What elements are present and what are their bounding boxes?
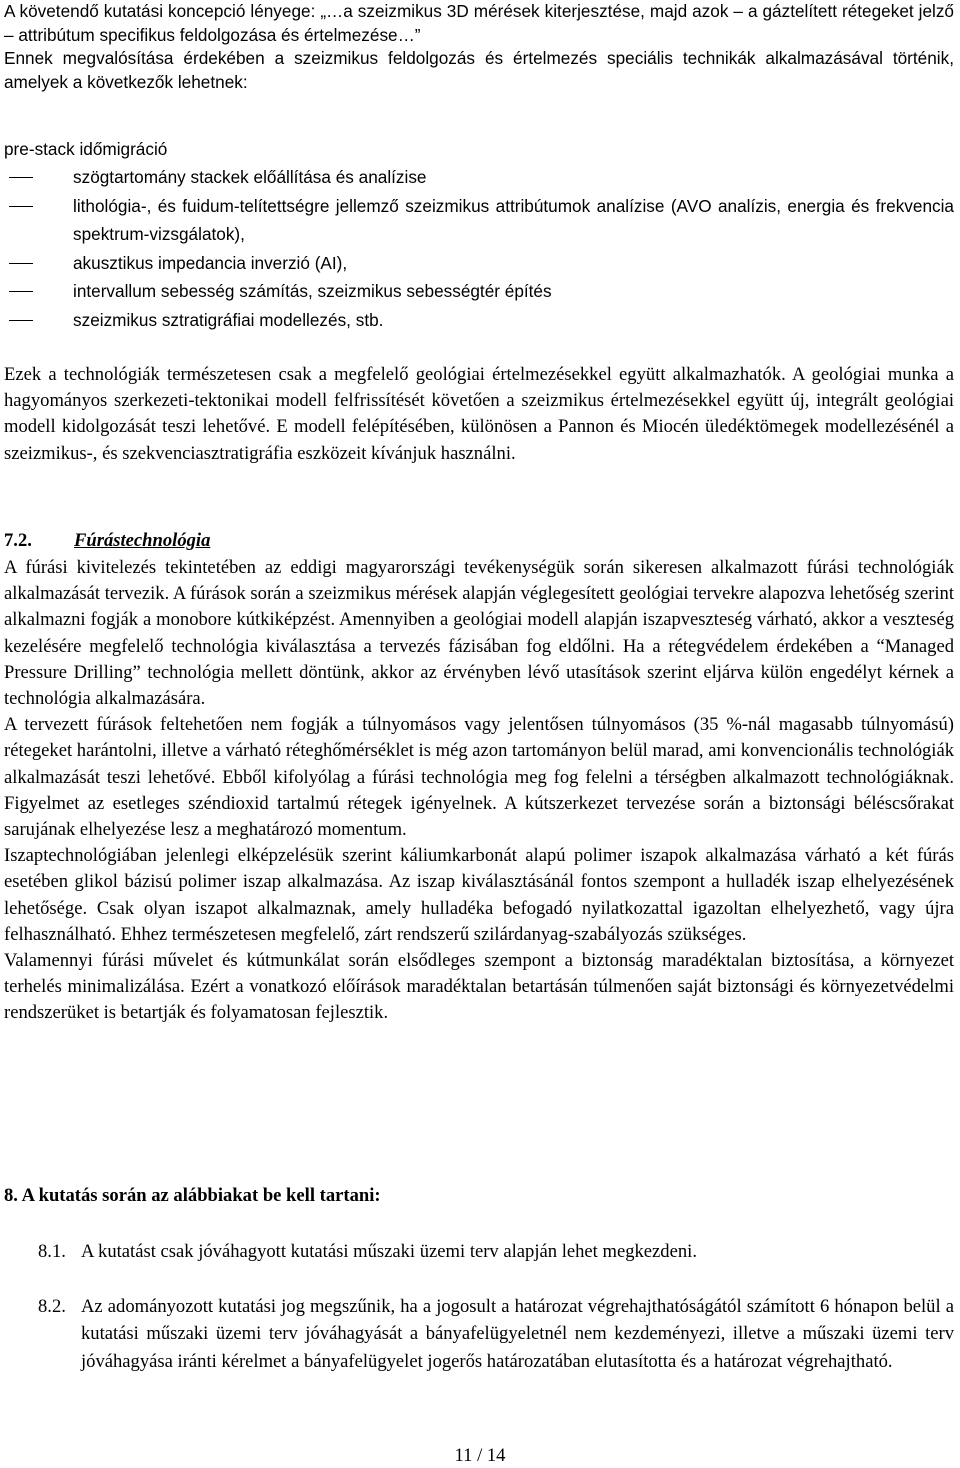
prestack-heading: pre-stack időmigráció	[4, 139, 168, 159]
item-number: 8.1.	[38, 1241, 66, 1262]
list-item-text: lithológia-, és fuidum-telítettségre jellemző szeizmikus attribútumok analízise (AVO analízis, energia és frekvencia spektrum-vizsgálatok),	[73, 195, 954, 244]
paragraph: A tervezett fúrások feltehetően nem fogják a túlnyomásos vagy jelentősen túlnyomásos (35 %-nál magasabb túlnyomású) rétegeket harántolni, illetve a várható réteghőmérséklet is még azon tartományon belül marad, ami konvencionális technológiák alkalmazását teszi lehetővé. Ebből kifolyólag a fúrási technológia meg fog felelni a térségben alkalmazott technológiáknak. Figyelmet az esetleges széndioxid tartalmú rétegek igényelnek. A kútszerkezet tervezése során a biztonsági béléscsőrakat sarujának elhelyezése lesz a meghatározó momentum.	[4, 714, 955, 841]
section-8-heading: 8. A kutatás során az alábbiakat be kell tartani:	[4, 1185, 381, 1206]
paragraph: Iszaptechnológiában jelenlegi elképzelésük szerint káliumkarbonát alapú polimer iszapok alkalmazása várható a két fúrás esetében glikol bázisú polimer iszap alkalmazása. Az iszap kiválasztásánál fontos szempont a hulladék iszap elhelyezésének lehetősége. Csak olyan iszapot alkalmaznak, amely hulladéka befogadó nyilatkozattal igazoltan elhelyezhető, vagy újra felhasználható. Ehhez természetesen megfelelő, zárt rendszerű szilárdanyag-szabályozás szükséges.	[4, 845, 954, 945]
dash-bullet-icon	[9, 291, 33, 292]
dash-bullet-icon	[9, 206, 33, 207]
section-7-2-heading	[4, 528, 210, 554]
list-item-text: szögtartomány stackek előállítása és analízise	[73, 167, 427, 187]
section-title: Fúrástechnológia	[74, 530, 211, 551]
list-item	[4, 192, 954, 249]
list-item-text: akusztikus impedancia inverzió (AI),	[73, 252, 348, 273]
list-item	[4, 249, 954, 278]
technology-paragraph-block	[4, 362, 954, 467]
section-number: 7.2.	[4, 530, 32, 551]
item-text: A kutatást csak jóváhagyott kutatási műszaki üzemi terv alapján lehet megkezdeni.	[81, 1241, 697, 1262]
list-item-text: intervallum sebesség számítás, szeizmikus sebességtér építés	[73, 281, 552, 301]
dash-bullet-icon	[9, 263, 33, 264]
paragraph: Valamennyi fúrási művelet és kútmunkálat során elsődleges szempont a biztonság maradéktalan biztosítása, a környezet terhelés minimalizálása. Ezért a vonatkozó előírások maradéktalan betartásán túlmenően saját biztonsági és környezetvédelmi rendszerüket is betartják és folyamatosan fejlesztik.	[4, 950, 954, 1024]
paragraph: A fúrási kivitelezés tekintetében az eddigi magyarországi tevékenységük során sikeresen alkalmazott fúrási technológiák alkalmazását tervezik. A fúrások során a szeizmikus mérések alapján véglegesített geológiai tervekre alapozva lehetőség szerint alkalmazni fogják a monobore kútkiképzést. Amennyiben a geológiai modell alapján iszapveszteség várható, akkor a veszteség kezelésére megfelelő technológia kiválasztása a tervezés fázisában fog eldőlni. Ha a rétegvédelem érdekében a “Managed Pressure Drilling” technológia mellett döntünk, akkor az érvényben lévő utasítások szerint eljárva külön engedélyt kérnek a technológia alkalmazására.	[4, 557, 954, 710]
list-item	[4, 277, 954, 306]
drilling-technology-block	[4, 555, 954, 1027]
numbered-item	[38, 1238, 954, 1265]
item-text: Az adományozott kutatási jog megszűnik, ha a jogosult a határozat végrehajthatóságától számított 6 hónapon belül a kutatási műszaki üzemi terv jóváhagyását a bányafelügyeletnél nem kezdeményezi, illetve a műszaki üzemi terv jóváhagyása iránti kérelmet a bányafelügyelet jogerős határozatában elutasította és a határozat végrehajtható.	[81, 1296, 954, 1372]
item-number: 8.2.	[38, 1296, 66, 1317]
dash-bullet-icon	[9, 177, 33, 178]
page-number: 11 / 14	[454, 1445, 506, 1466]
list-item-text: szeizmikus sztratigráfiai modellezés, stb.	[73, 309, 384, 330]
intro-block	[4, 0, 954, 94]
implementation-paragraph: Ennek megvalósítása érdekében a szeizmikus feldolgozás és értelmezés speciális technikák alkalmazásával történik, amelyek a következők lehetnek:	[4, 48, 954, 92]
technique-list	[4, 163, 954, 334]
technology-paragraph: Ezek a technológiák természetesen csak a megfelelő geológiai értelmezésekkel együtt alkalmazhatók. A geológiai munka a hagyományos szerkezeti-tektonikai modell felfrissítését követően a szeizmikus értelmezésekkel együtt új, integrált geológiai modell kidolgozását teszi lehetővé. E modell felépítésében, különösen a Pannon és Miocén üledéktömegek modellezésénél a szeizmikus-, és szekvenciasztratigráfia eszközeit kívánjuk használni.	[4, 364, 954, 464]
concept-paragraph: A követendő kutatási koncepció lényege: „…a szeizmikus 3D mérések kiterjesztése, majd azok – a gáztelített rétegeket jelző – attribútum specifikus feldolgozása és értelmezése…”	[4, 1, 954, 45]
numbered-item	[38, 1293, 954, 1375]
list-item	[4, 306, 954, 335]
list-item	[4, 163, 954, 192]
dash-bullet-icon	[9, 320, 33, 321]
